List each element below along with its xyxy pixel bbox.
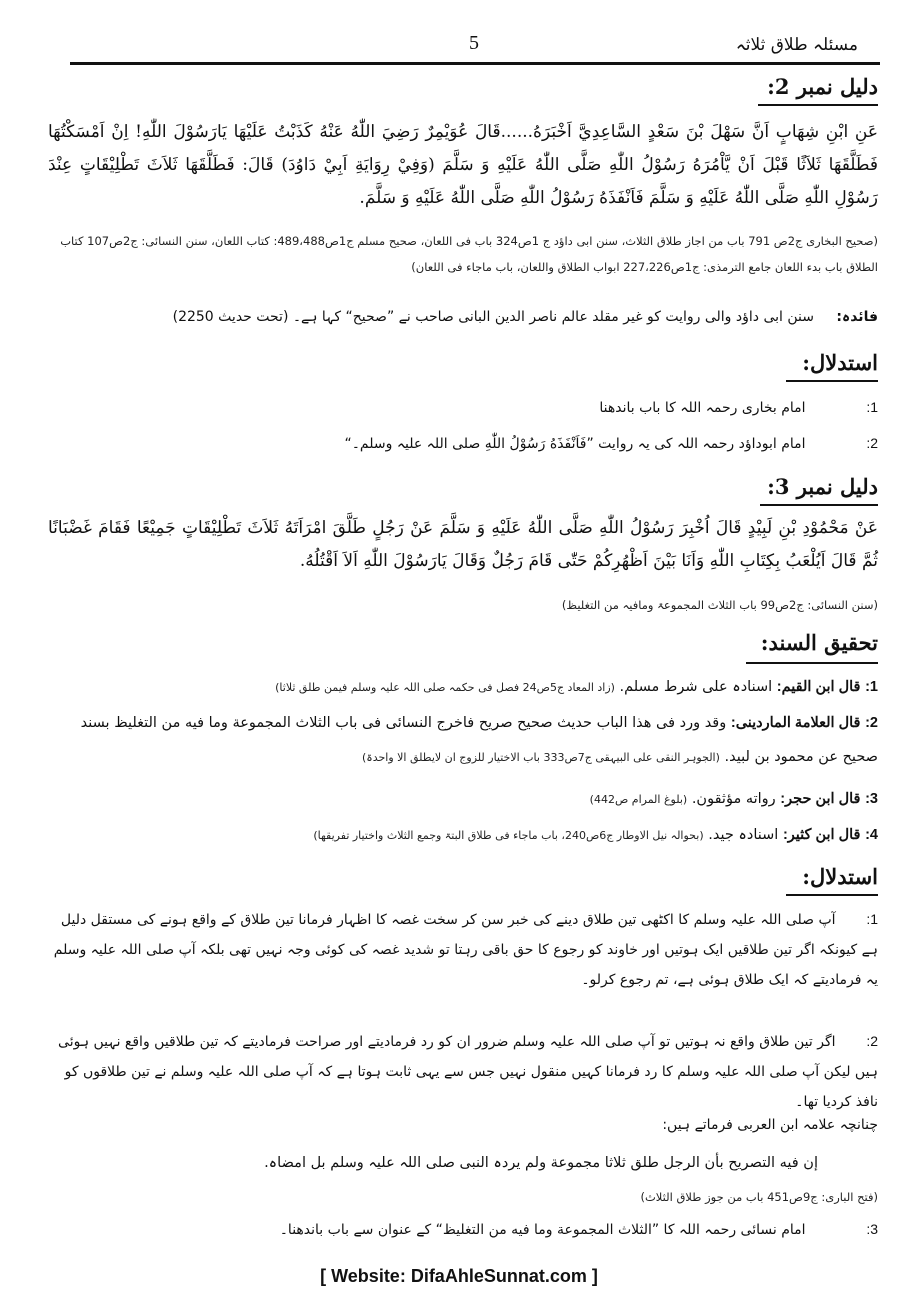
item-number: 2: xyxy=(866,1033,878,1049)
item-text: اسنادہ علی شرط مسلم. xyxy=(619,679,773,695)
item-number: 4: xyxy=(865,827,878,843)
daleel-2-reference: (صحیح البخاری ج2ص 791 باب من اجاز طلاق الثلاث، سنن ابی داؤد ج 1ص324 باب فی اللعان، صحیح مسلم ج1ص489،488: کتاب اللعان، سنن النسائی: ج2ص107 کتاب الطلاق باب بدء اللعان جامع الترمذی: ج1ص227،226 ابواب الطلاق واللعان، باب ماجاء فی اللعان) xyxy=(60,234,878,274)
item-number: 2: xyxy=(865,715,878,731)
istidlal-2-point-3 xyxy=(48,1214,878,1245)
tahqiq-item xyxy=(48,706,878,775)
item-text: اسنادہ جید. xyxy=(708,827,779,843)
heading-underline xyxy=(758,104,878,106)
item-text: امام بخاری رحمہ اللہ کا باب باندھنا xyxy=(599,400,806,416)
istidlal-1-heading: استدلال: xyxy=(802,350,878,375)
item-text: وقد ورد فی هذا الباب حدیث صحیح صریح فاخرج النسائی فی باب الثلاث المجموعة وما فیه من التغلیظ بسند صحیح عن محمود بن لبید. xyxy=(80,715,878,765)
item-reference: (الجوہر النقی علی البیہقی ج7ص333 باب الاختیار للزوج ان لایطلق الا واحدۃ) xyxy=(361,751,720,764)
page-number: 5 xyxy=(469,32,479,54)
item-text: اگر تین طلاق واقع نہ ہوتیں تو آپ صلی اللہ علیہ وسلم ضرور ان کو رد فرمادیتے اور صراحت فرمادیتے کہ تین طلاقیں واقع نہیں ہوئی ہیں لیکن آپ صلی اللہ علیہ وسلم کا رد فرمانا کہیں منقول نہیں جس سے یہی ثابت ہوتا ہے کہ آپ صلی اللہ علیہ وسلم نے تین طلاقوں کو نافذ کردیا تھا۔ xyxy=(58,1034,878,1110)
item-text: آپ صلی اللہ علیہ وسلم کا اکٹھی تین طلاق دینے کی خبر سن کر سخت غصہ کا اظہار فرمانا تین طلاق کے واقع ہونے کی مستقل دلیل ہے کیونکہ اگر تین طلاقیں ایک ہوتیں اور خاوند کو رجوع کا حق باقی رہتا تو شدید غصہ کی کوئی وجہ نہیں تھی بلکہ آپ صلی اللہ علیہ وسلم یہ فرمادیتے کہ ایک طلاق ہوئی ہے، تم رجوع کرلو۔ xyxy=(53,912,878,988)
istidlal-2-heading: استدلال: xyxy=(802,864,878,889)
heading-underline xyxy=(760,504,878,506)
item-label: قال ابن کثیر: xyxy=(782,827,861,843)
istidlal-1-item xyxy=(48,428,878,459)
daleel-2-arabic-text: عَنِ ابْنِ شِهَابٍ اَنَّ سَهْلَ بْنَ سَعْدٍ السَّاعِدِيَّ اَخْبَرَهُ......قَالَ عُوَيْمِرٌ رَضِيَ اللّٰهُ عَنْهُ كَذَبْتُ عَلَيْهَا يَارَسُوْلَ اللّٰهِ! اِنْ اَمْسَكْتُهَا فَطَلَّقَهَا ثَلاَثًا قَبْلَ اَنْ يَّاْمُرَهُ رَسُوْلُ اللّٰهِ صَلَّى اللّٰهُ عَلَيْهِ وَ سَلَّمَ (وَفِيْ رِوَايَةِ اَبِيْ دَاوُدَ) قَالَ: فَطَلَّقَهَا ثَلاَثَ تَطْلِيْقَاتٍ عِنْدَ رَسُوْلِ اللّٰهِ صَلَّى اللّٰهُ عَلَيْهِ وَ سَلَّمَ فَاَنْفَذَهُ رَسُوْلُ اللّٰهِ صَلَّى اللّٰهُ عَلَيْهِ وَ سَلَّمَ. xyxy=(48,122,878,208)
daleel-3-heading: دلیل نمبر 3: xyxy=(767,474,878,499)
faida-note xyxy=(48,302,878,332)
ibn-arabi-quote: إن فیه التصریح بأن الرجل طلق ثلاثا مجموعة ولم یردہ النبی صلی اللہ علیہ وسلم بل امضاہ. xyxy=(264,1155,818,1171)
heading-underline xyxy=(786,380,878,382)
item-label: قال العلامة الماردینی: xyxy=(730,715,861,731)
item-label: قال ابن القیم: xyxy=(776,679,861,695)
tahqiq-item xyxy=(48,818,878,853)
item-number: 1: xyxy=(865,679,878,695)
istidlal-2-tail: چنانچہ علامہ ابن العربی فرماتے ہیں: xyxy=(662,1117,878,1133)
page-header xyxy=(70,18,878,62)
faida-label: فائدہ: xyxy=(836,309,878,325)
item-number: 2: xyxy=(866,435,878,451)
tahqiq-item xyxy=(48,670,878,705)
istidlal-1-item xyxy=(48,392,878,423)
header-rule xyxy=(70,62,880,65)
item-number: 3: xyxy=(866,1221,878,1237)
item-reference: (بحوالہ نیل الاوطار ج6ص240، باب ماجاء فی طلاق البتۃ وجمع الثلاث واختیار تفریقھا) xyxy=(313,829,704,842)
tahqiq-heading: تحقیق السند: xyxy=(760,630,878,655)
item-number: 3: xyxy=(865,791,878,807)
faida-text: سنن ابی داؤد والی روایت کو غیر مقلد عالم ناصر الدین البانی صاحب نے ”صحیح“ کہا ہے۔ (تحت حدیث 2250) xyxy=(172,309,814,325)
daleel-2-heading: دلیل نمبر 2: xyxy=(767,74,878,99)
website-footer: [ Website: DifaAhleSunnat.com ] xyxy=(320,1266,598,1286)
quote-reference: (فتح الباری: ج9ص451 باب من جوز طلاق الثلاث) xyxy=(640,1190,878,1204)
item-reference: (بلوغ المرام ص442) xyxy=(589,793,688,806)
heading-underline xyxy=(786,894,878,896)
item-text: رواته مؤثقون. xyxy=(691,791,776,807)
item-text: امام نسائی رحمہ اللہ کا ”الثلاث المجموعة وما فیه من التغلیظ“ کے عنوان سے باب باندھنا۔ xyxy=(279,1222,806,1238)
daleel-3-reference: (سنن النسائی: ج2ص99 باب الثلاث المجموعۃ ومافیہ من التغلیظ) xyxy=(561,598,878,612)
daleel-3-arabic-text: عَنْ مَحْمُوْدِ بْنِ لَبِيْدٍ قَالَ اُخْبِرَ رَسُوْلُ اللّٰهِ صَلَّى اللّٰهُ عَلَيْهِ وَ سَلَّمَ عَنْ رَجُلٍ طَلَّقَ امْرَاَتَهُ ثَلاَثَ تَطْلِيْقَاتٍ جَمِيْعًا فَقَامَ غَضْبَانًا ثُمَّ قَالَ اَيُلْعَبُ بِكِتَابِ اللّٰهِ وَاَنَا بَيْنَ اَظْهُرِكُمْ حَتّٰى قَامَ رَجُلٌ وَقَالَ يَارَسُوْلَ اللّٰهِ اَلاَ اَقْتُلُهُ. xyxy=(48,518,878,571)
heading-underline xyxy=(746,662,878,664)
item-reference: (زاد المعاد ج5ص24 فصل فی حکمہ صلی اللہ علیہ وسلم فیمن طلق ثلاثا) xyxy=(275,681,615,694)
item-text: امام ابوداؤد رحمہ اللہ کی یہ روایت ”فَاَنْفَذَهُ رَسُوْلُ اللّٰهِ صلی اللہ علیہ وسلم۔“ xyxy=(344,436,806,452)
istidlal-2-point-2 xyxy=(48,1026,878,1117)
item-number: 1: xyxy=(866,399,878,415)
item-number: 1: xyxy=(866,911,878,927)
istidlal-2-point-1 xyxy=(48,904,878,995)
tahqiq-item xyxy=(48,782,878,817)
item-label: قال ابن حجر: xyxy=(780,791,861,807)
page-header-title: مسئلہ طلاق ثلاثہ xyxy=(735,35,858,55)
